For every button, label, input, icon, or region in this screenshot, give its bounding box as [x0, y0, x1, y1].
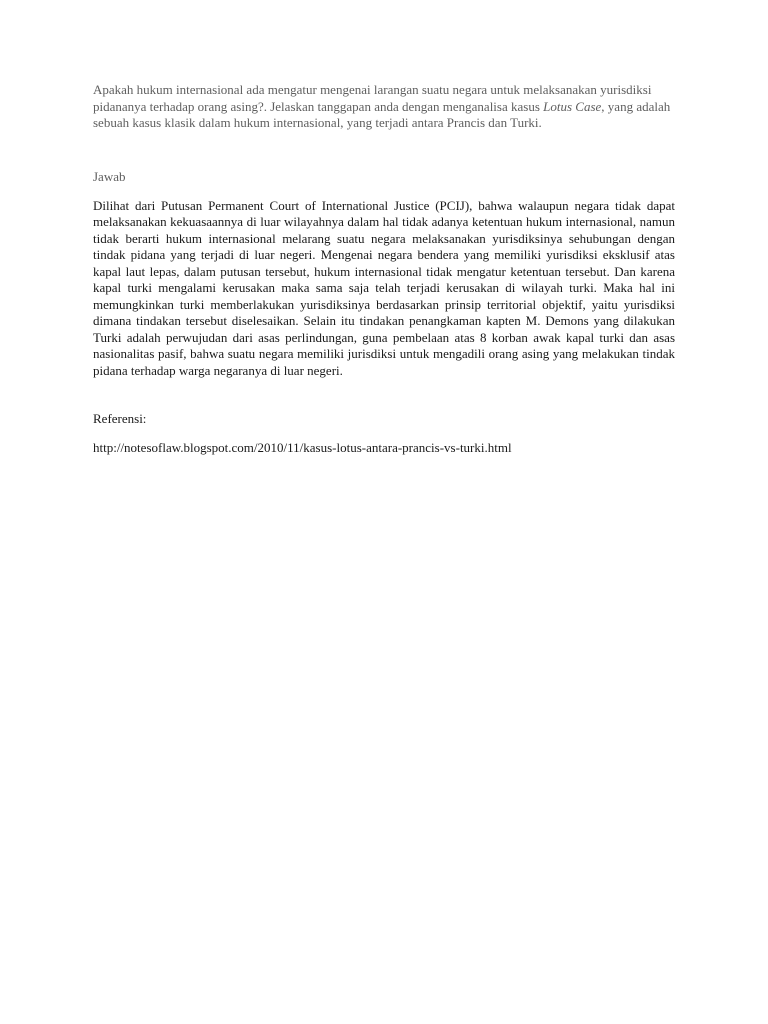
references-heading: Referensi: [93, 411, 147, 426]
case-name: Lotus Case [543, 98, 602, 114]
question-paragraph [93, 82, 675, 132]
answer-heading: Jawab [93, 168, 126, 184]
question-text-end: , yang adalah sebuah kasus klasik dalam hukum internasional, yang terjadi antara Prancis dan Turki. [93, 98, 671, 130]
reference-link[interactable]: http://notesoflaw.blogspot.com/2010/11/kasus-lotus-antara-prancis-vs-turki.html [93, 440, 512, 455]
answer-paragraph: Dilihat dari Putusan Permanent Court of International Justice (PCIJ), bahwa walaupun negara tidak dapat melaksanakan kekuasaannya di luar wilayahnya dalam hal tidak adanya ketentuan hukum internasional, namun tidak berarti hukum internasional melarang suatu negara melaksanakan yurisdiksinya sehubungan dengan tindak pidana yang terjadi di luar negeri. Mengenai negara bendera yang memiliki yurisdiksi eksklusif atas kapal laut lepas, dalam putusan tersebut, hukum internasional tidak mengatur ketentuan tersebut. Dan karena kapal turki mengalami kerusakan maka sama saja telah terjadi kerusakan di wilayah turki. Maka hal ini memungkinkan turki memberlakukan yurisdiksinya berdasarkan prinsip territorial objektif, yaitu yurisdiksi dimana tindakan tersebut diselesaikan. Selain itu tindakan penangkaman kapten M. Demons yang dilakukan Turki adalah perwujudan dari asas perlindungan, guna pembelaan atas 8 korban awak kapal turki dan asas nasionalitas pasif, bahwa suatu negara memiliki jurisdiksi untuk mengadili orang asing yang melakukan tindak pidana terhadap warga negaranya di luar negeri. [93, 197, 675, 378]
document-page [93, 82, 675, 456]
question-text-start: Apakah hukum internasional ada mengatur mengenai larangan suatu negara untuk melaksanakan yurisdiksi pidananya terhadap orang asing?. Jelaskan tanggapan anda dengan menganalisa kasus [93, 82, 652, 114]
